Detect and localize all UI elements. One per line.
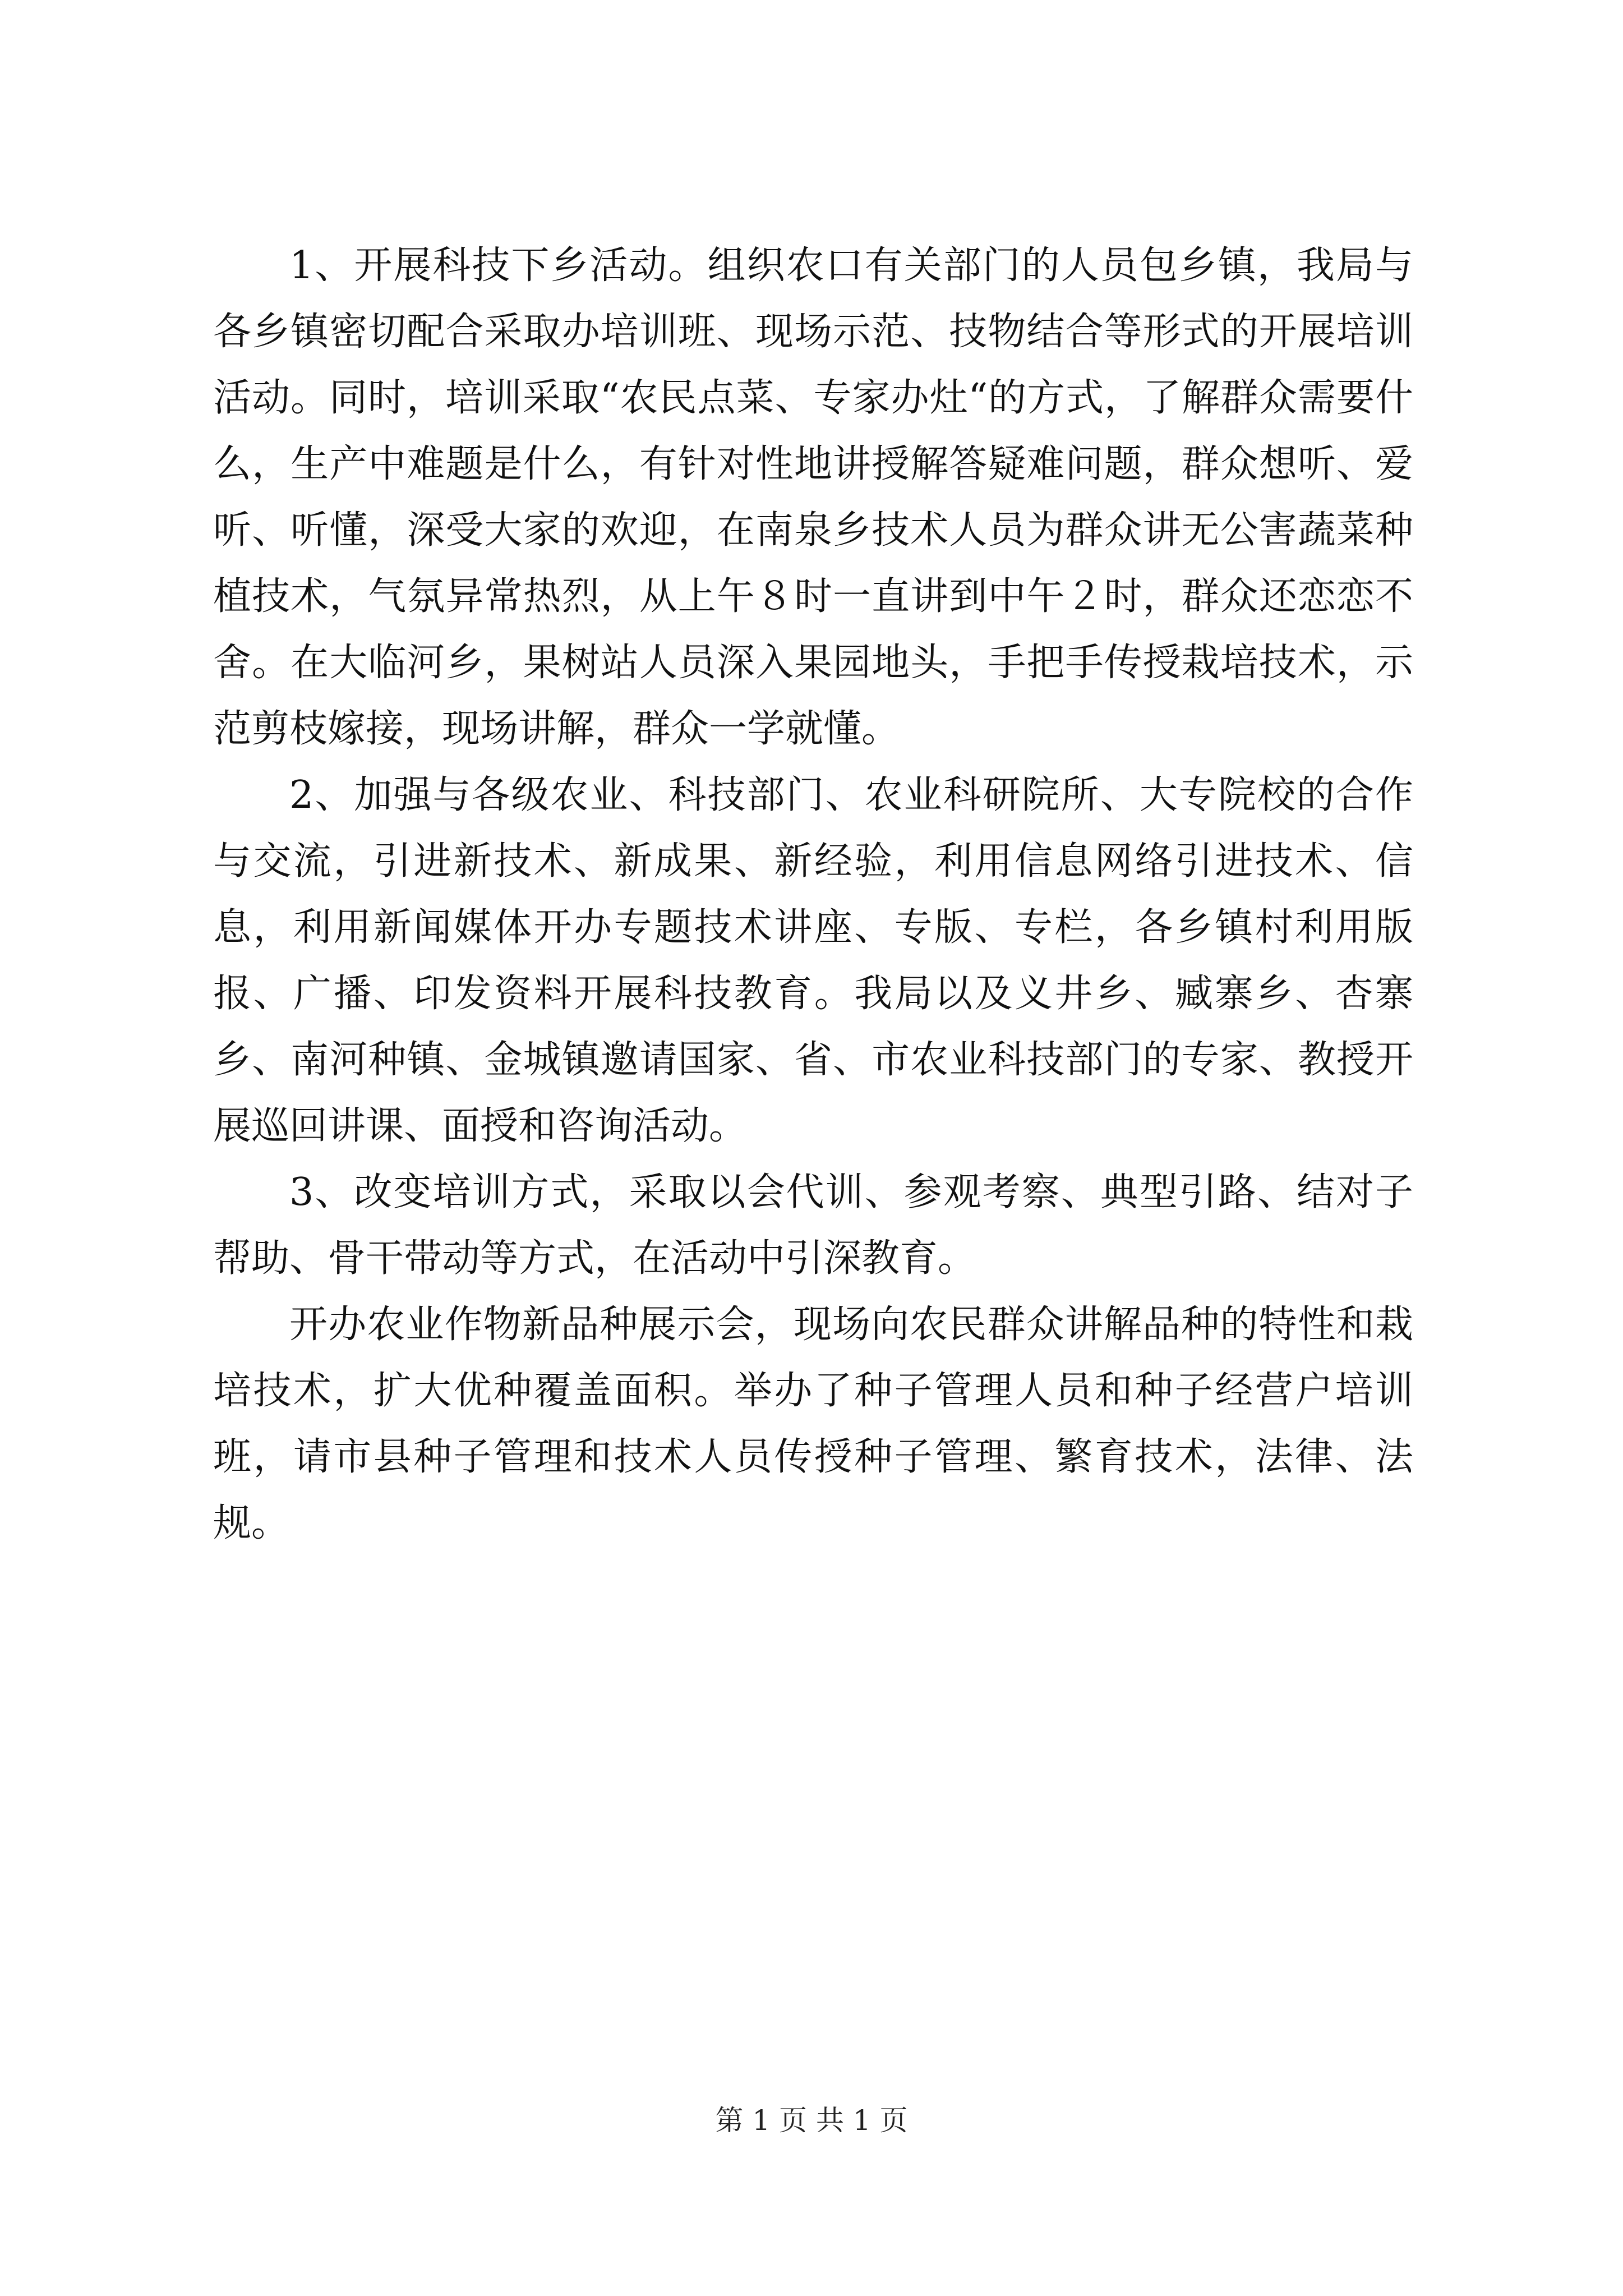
document-body — [213, 233, 1413, 1557]
paragraph-4: 开办农业作物新品种展示会，现场向农民群众讲解品种的特性和栽培技术，扩大优种覆盖面积。举办了种子管理人员和种子经营户培训班，请市县种子管理和技术人员传授种子管理、繁育技术，法律、法规。 — [213, 1303, 1413, 1545]
page-footer: 第 1 页 共 1 页 — [715, 2104, 908, 2137]
paragraph-1: 1、开展科技下乡活动。组织农口有关部门的人员包乡镇，我局与各乡镇密切配合采取办培训班、现场示范、技物结合等形式的开展培训活动。同时，培训采取“农民点菜、专家办灶“的方式，了解群众需要什么，生产中难题是什么，有针对性地讲授解答疑难问题，群众想听、爱听、听懂，深受大家的欢迎，在南泉乡技术人员为群众讲无公害蔬菜种植技术，气氛异常热烈，从上午８时一直讲到中午２时，群众还恋恋不舍。在大临河乡，果树站人员深入果园地头，手把手传授栽培技术，示范剪枝嫁接，现场讲解，群众一学就懂。 — [213, 243, 1413, 751]
paragraph-3: 3、改变培训方式，采取以会代训、参观考察、典型引路、结对子帮助、骨干带动等方式，在活动中引深教育。 — [213, 1170, 1413, 1281]
paragraph-2: 2、加强与各级农业、科技部门、农业科研院所、大专院校的合作与交流，引进新技术、新成果、新经验，利用信息网络引进技术、信息，利用新闻媒体开办专题技术讲座、专版、专栏，各乡镇村利用版报、广播、印发资料开展科技教育。我局以及义井乡、臧寨乡、杏寨乡、南河种镇、金城镇邀请国家、省、市农业科技部门的专家、教授开展巡回讲课、面授和咨询活动。 — [213, 773, 1413, 1148]
